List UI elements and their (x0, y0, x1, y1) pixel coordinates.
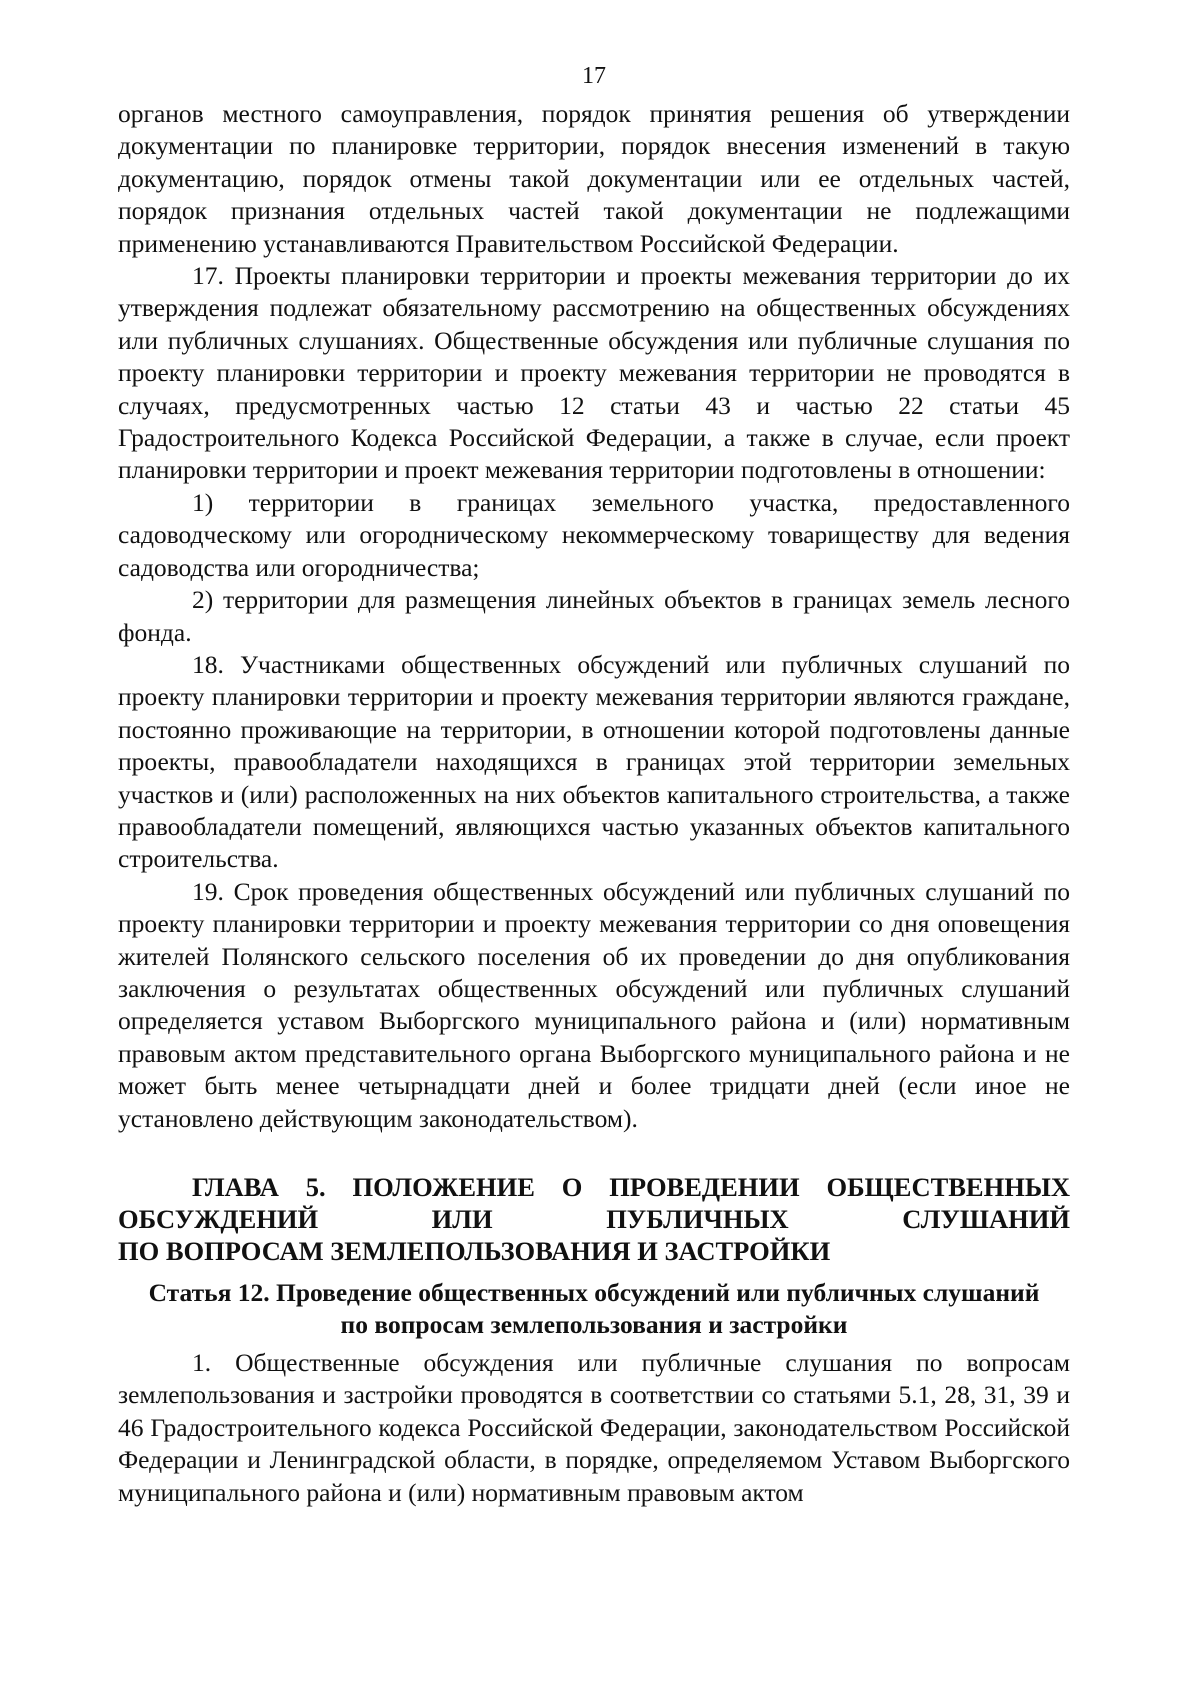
article-heading (118, 1277, 1070, 1341)
chapter-heading: ГЛАВА 5. ПОЛОЖЕНИЕ О ПРОВЕДЕНИИ ОБЩЕСТВЕННЫХ ОБСУЖДЕНИЙ ИЛИ ПУБЛИЧНЫХ СЛУШАНИЙ (118, 1172, 1070, 1234)
paragraph-article-item-1: 1. Общественные обсуждения или публичные слушания по вопросам землепользования и застройки проводятся в соответствии со статьями 5.1, 28, 31, 39 и 46 Градостроительного кодекса Российской Федерации, законодательством Российской Федерации и Ленинградской области, в порядке, определяемом Уставом Выборгского муниципального района и (или) нормативным правовым актом (118, 1348, 1070, 1507)
article-heading-line1: Статья 12. Проведение общественных обсуждений или публичных слушаний (148, 1278, 1040, 1307)
document-page (118, 60, 1070, 1509)
paragraph-item-17: 17. Проекты планировки территории и проекты межевания территории до их утверждения подлежат обязательному рассмотрению на общественных обсуждениях или публичных слушаниях. Общественные обсуждения или публичные слушания по проекту планировки территории и проекту межевания территории не проводятся в случаях, предусмотренных частью 12 статьи 43 и частью 22 статьи 45 Градостроительного Кодекса Российской Федерации, а также в случае, если проект планировки территории и проект межевания территории подготовлены в отношении: (118, 261, 1070, 485)
paragraph-continuation: органов местного самоуправления, порядок принятия решения об утверждении документации по планировке территории, порядок внесения изменений в такую документацию, порядок отмены такой документации или ее отдельных частей, порядок признания отдельных частей такой документации не подлежащими применению устанавливаются Правительством Российской Федерации. (118, 99, 1070, 258)
paragraph-subitem-2: 2) территории для размещения линейных объектов в границах земель лесного фонда. (118, 585, 1070, 647)
article-heading-line2: по вопросам землепользования и застройки (340, 1310, 848, 1339)
paragraph-subitem-1: 1) территории в границах земельного участка, предоставленного садоводческому или огородническому некоммерческому товариществу для ведения садоводства или огородничества; (118, 487, 1070, 582)
paragraph-item-18: 18. Участниками общественных обсуждений или публичных слушаний по проекту планировки территории и проекту межевания территории являются граждане, постоянно проживающие на территории, в отношении которой подготовлены данные проекты, правообладатели находящихся в границах этой территории земельных участков и (или) расположенных на них объектов капитального строительства, а также правообладатели помещений, являющихся частью указанных объектов капитального строительства. (118, 649, 1070, 874)
chapter-heading-subline: ПО ВОПРОСАМ ЗЕМЛЕПОЛЬЗОВАНИЯ И ЗАСТРОЙКИ (118, 1236, 831, 1266)
page-number: 17 (582, 63, 606, 89)
paragraph-item-19: 19. Срок проведения общественных обсуждений или публичных слушаний по проекту планировки территории и проекту межевания территории со дня оповещения жителей Полянского сельского поселения об их проведении до дня опубликования заключения о результатах общественных обсуждений или публичных слушаний определяется уставом Выборгского муниципального района и (или) нормативным правовым актом представительного органа Выборгского муниципального района и не может быть менее четырнадцати дней и более тридцати дней (если иное не установлено действующим законодательством). (118, 876, 1070, 1133)
